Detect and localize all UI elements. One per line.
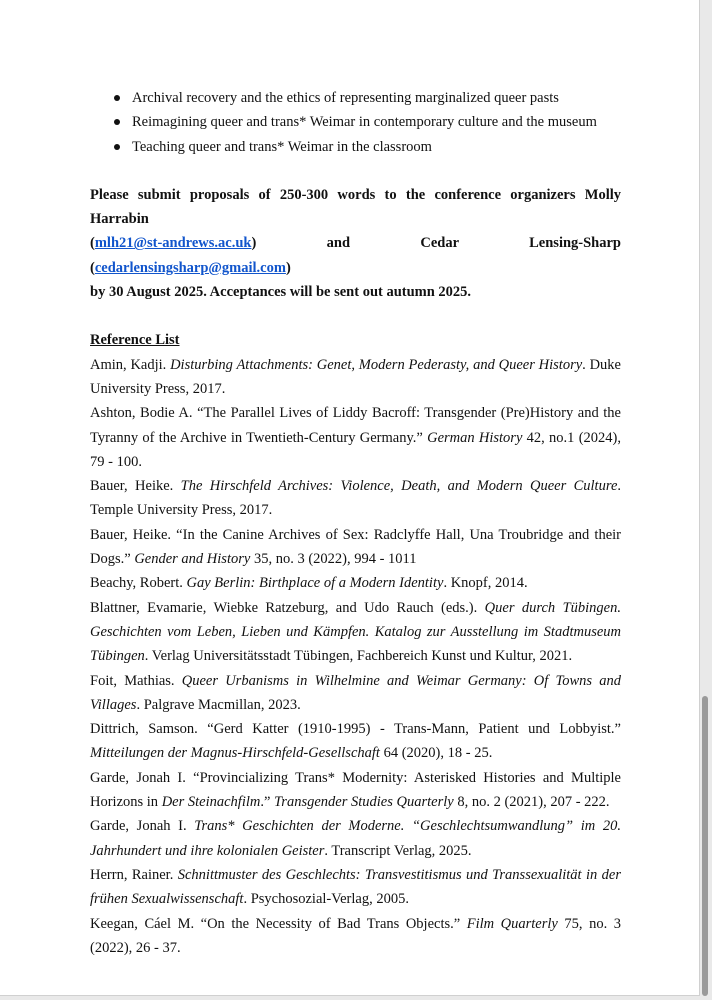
ref-text: Bauer, Heike. “In the Canine Archives of Sex: Radclyffe Hall, Una Troubridge and their Dogs.” bbox=[90, 526, 621, 568]
ref-title: Schnittmuster des Geschlechts: Transvestitismus und Transsexualität in der frühen Sexualwissenschaft bbox=[90, 866, 621, 908]
ref-text: . Palgrave Macmillan, 2023. bbox=[136, 696, 301, 713]
ref-text: Garde, Jonah I. bbox=[90, 818, 195, 835]
ref-text: 42, no.1 (2024), 79 - 100. bbox=[90, 429, 621, 470]
ref-text: .” bbox=[260, 794, 275, 811]
reference-entry bbox=[90, 912, 621, 961]
ref-title: The Hirschfeld Archives: Violence, Death, and Modern Queer Culture bbox=[180, 478, 618, 495]
ref-title: Trans* Geschichten der Moderne. “Geschlechtsumwandlung” im 20. Jahrhundert und ihre kolonialen Geister bbox=[90, 818, 621, 859]
ref-title: Der Steinachfilm bbox=[161, 794, 261, 811]
ref-text: Beachy, Robert. bbox=[90, 575, 187, 592]
ref-text: Amin, Kadji. bbox=[90, 356, 171, 373]
email-link-lensing-sharp[interactable]: cedarlensingsharp@gmail.com bbox=[94, 259, 286, 276]
ref-title: German History bbox=[427, 429, 523, 446]
ref-text: . Transcript Verlag, 2025. bbox=[324, 842, 472, 859]
ref-text: 64 (2020), 18 - 25. bbox=[379, 745, 493, 762]
list-item: Reimagining queer and trans* Weimar in contemporary culture and the museum bbox=[90, 110, 621, 134]
ref-text: Keegan, Cáel M. “On the Necessity of Bad Trans Objects.” bbox=[90, 915, 467, 932]
ref-title: Disturbing Attachments: Genet, Modern Pederasty, and Queer History bbox=[170, 356, 583, 373]
topic-list bbox=[90, 86, 621, 159]
ref-title: Quer durch Tübingen. Geschichten vom Leben, Lieben und Kämpfen. Katalog zur Ausstellung im Stadtmuseum Tübingen bbox=[90, 599, 621, 665]
reference-entry bbox=[90, 596, 621, 669]
reference-entry bbox=[90, 814, 621, 863]
ref-title: Queer Urbanisms in Wilhelmine and Weimar Germany: Of Towns and Villages bbox=[90, 672, 621, 713]
ref-text: Blattner, Evamarie, Wiebke Ratzeburg, and Udo Rauch (eds.). bbox=[90, 599, 485, 616]
submission-paragraph bbox=[90, 183, 621, 304]
reference-entry bbox=[90, 717, 621, 766]
reference-entry bbox=[90, 571, 621, 595]
ref-text: Garde, Jonah I. “Provincializing Trans* Modernity: Asterisked Histories and Multiple Horizons in bbox=[90, 769, 621, 811]
ref-title: Gay Berlin: Birthplace of a Modern Identity bbox=[186, 575, 444, 592]
page-content bbox=[90, 86, 621, 960]
reference-entry bbox=[90, 669, 621, 718]
ref-text: . Temple University Press, 2017. bbox=[90, 478, 621, 519]
ref-title: Gender and History bbox=[134, 551, 251, 568]
list-item: Teaching queer and trans* Weimar in the classroom bbox=[90, 135, 621, 159]
ref-text: Ashton, Bodie A. “The Parallel Lives of Liddy Bacroff: Transgender (Pre)History and the Tyranny of the Archive in Twentieth-Century Germany.” bbox=[90, 405, 621, 446]
submission-line: Please submit proposals of 250-300 words to the conference organizers Molly Harrabin bbox=[90, 186, 621, 228]
ref-title: Film Quarterly bbox=[466, 915, 558, 932]
ref-title: Transgender Studies Quarterly bbox=[274, 794, 454, 811]
reference-list-heading: Reference List bbox=[90, 332, 180, 349]
submission-text: ) and Cedar Lensing-Sharp ( bbox=[90, 235, 621, 276]
ref-text: . Duke University Press, 2017. bbox=[90, 356, 621, 397]
ref-text: . Psychosozial-Verlag, 2005. bbox=[243, 891, 409, 908]
reference-entry bbox=[90, 863, 621, 912]
reference-entry bbox=[90, 766, 621, 815]
ref-text: 8, no. 2 (2021), 207 - 222. bbox=[453, 794, 610, 811]
list-item: Archival recovery and the ethics of representing marginalized queer pasts bbox=[90, 86, 621, 110]
paren: ) bbox=[285, 259, 291, 276]
ref-text: Dittrich, Samson. “Gerd Katter (1910-1995) - Trans-Mann, Patient und Lobbyist.” bbox=[90, 721, 621, 738]
reference-list bbox=[90, 353, 621, 960]
scrollbar-thumb[interactable] bbox=[702, 696, 708, 996]
reference-entry bbox=[90, 353, 621, 402]
ref-text: Bauer, Heike. bbox=[90, 478, 181, 495]
ref-text: . Knopf, 2014. bbox=[443, 575, 528, 592]
ref-text: . Verlag Universitätsstadt Tübingen, Fachbereich Kunst und Kultur, 2021. bbox=[144, 648, 573, 665]
reference-entry bbox=[90, 474, 621, 523]
ref-text: 75, no. 3 (2022), 26 - 37. bbox=[90, 915, 621, 956]
reference-entry bbox=[90, 401, 621, 474]
reference-entry bbox=[90, 523, 621, 572]
submission-line bbox=[90, 231, 621, 280]
paren: ( bbox=[90, 235, 95, 252]
ref-text: Herrn, Rainer. bbox=[90, 866, 178, 883]
ref-title: Mitteilungen der Magnus-Hirschfeld-Gesellschaft bbox=[90, 745, 380, 762]
ref-text: Foit, Mathias. bbox=[90, 672, 182, 689]
ref-text: 35, no. 3 (2022), 994 - 1011 bbox=[250, 551, 417, 568]
submission-line: by 30 August 2025. Acceptances will be sent out autumn 2025. bbox=[90, 284, 472, 301]
email-link-harrabin[interactable]: mlh21@st-andrews.ac.uk bbox=[94, 235, 252, 252]
